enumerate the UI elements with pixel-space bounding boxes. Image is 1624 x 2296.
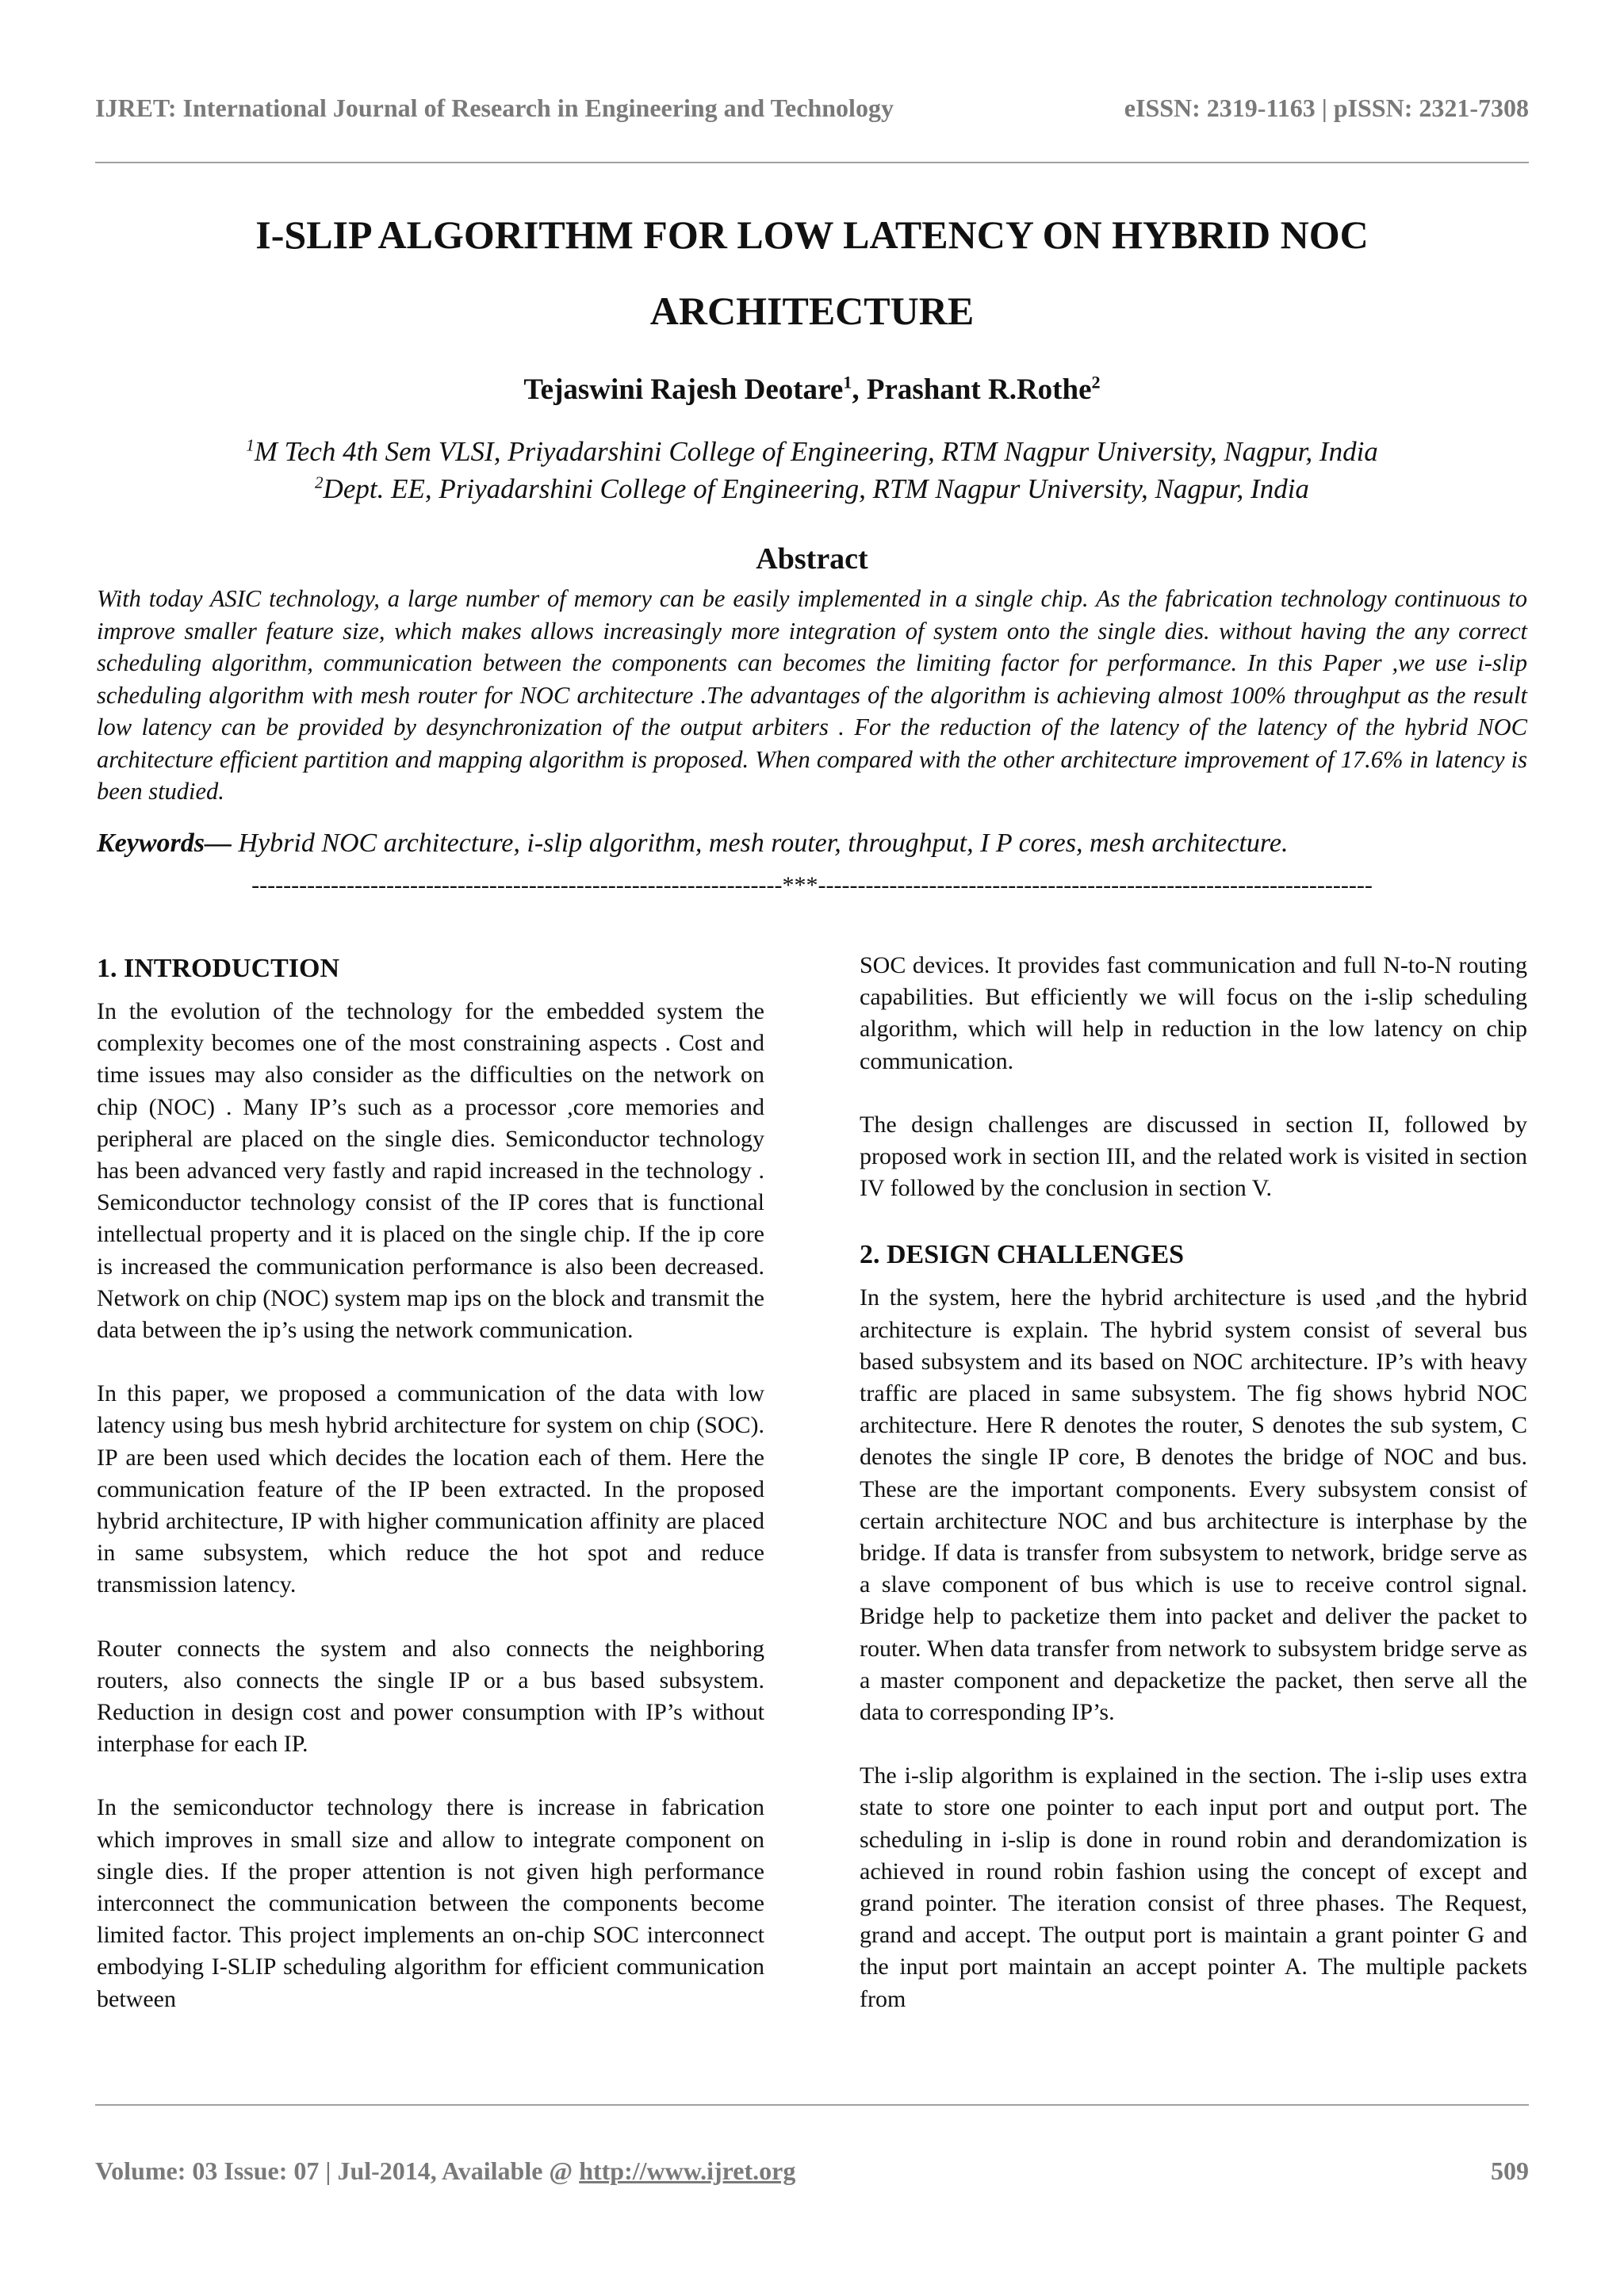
section-2-paragraph-1: In the system, here the hybrid architecture is used ,and the hybrid architecture is explain. The hybrid system consist of several bus based subsystem and its based on NOC architecture. IP’s with heavy traffic are placed in same subsystem. The fig shows hybrid NOC architecture. Here R denotes the router, S denotes the sub system, C denotes the single IP core, B denotes the bridge of NOC and bus. These are the important components. Every subsystem consist of certain architecture NOC and bus architecture is interphase by the bridge. If data is transfer from subsystem to network, bridge serve as a slave component of bus which is use to receive control signal. Bridge help to packetize them into packet and deliver the packet to router. When data transfer from network to subsystem bridge serve as a master component and depacketize the packet, then serve all the data to corresponding IP’s. bbox=[860, 1284, 1527, 1726]
keywords-text: Hybrid NOC architecture, i-slip algorithm, mesh router, throughput, I P cores, mesh architecture. bbox=[232, 828, 1289, 858]
section-1-paragraph-6: The design challenges are discussed in section II, followed by proposed work in section III, and the related work is visited in section IV followed by the conclusion in section V. bbox=[860, 1111, 1527, 1202]
affiliation-2-text: Dept. EE, Priyadarshini College of Engineering, RTM Nagpur University, Nagpur, India bbox=[323, 473, 1309, 504]
left-column bbox=[97, 950, 764, 2047]
keywords-label: Keywords— bbox=[97, 828, 232, 858]
section-1-paragraph-4: In the semiconductor technology there is increase in fabrication which improves in small size and allow to integrate component on single dies. If the proper attention is not given high performance interconnect the communication between the components become limited factor. This project implements an on-chip SOC interconnect embodying I-SLIP scheduling algorithm for efficient communication between bbox=[97, 1794, 764, 2012]
journal-name: IJRET: International Journal of Research in Engineering and Technology bbox=[95, 94, 894, 122]
author-separator: , bbox=[852, 373, 867, 406]
running-footer bbox=[95, 2156, 1529, 2186]
abstract-heading: Abstract bbox=[756, 542, 868, 576]
affiliation-2-sup: 2 bbox=[315, 473, 324, 492]
author-1-sup: 1 bbox=[843, 372, 852, 392]
section-1-paragraph-1: In the evolution of the technology for the embedded system the complexity becomes one of the most constraining aspects . Cost and time issues may also consider as the difficulties on the network on chip (NOC) . Many IP’s such as a processor ,core memories and peripheral are placed on the single dies. Semiconductor technology has been advanced very fastly and rapid increased in the technology . Semiconductor technology consist of the IP cores that is functional intellectual property and it is placed on the single chip. If the ip core is increased the communication performance is also been decreased. Network on chip (NOC) system map ips on the block and transmit the data between the ip’s using the network communication. bbox=[97, 998, 764, 1344]
section-2-heading: 2. DESIGN CHALLENGES bbox=[860, 1240, 1185, 1270]
right-column bbox=[860, 950, 1527, 2047]
authors bbox=[0, 373, 1624, 407]
keywords bbox=[97, 828, 1527, 859]
issn: eISSN: 2319-1163 | pISSN: 2321-7308 bbox=[1124, 94, 1529, 122]
title-line-1: I-SLIP ALGORITHM FOR LOW LATENCY ON HYBRID NOC bbox=[255, 212, 1369, 257]
volume-info bbox=[95, 2156, 795, 2186]
affiliation-1 bbox=[0, 436, 1624, 468]
section-1-paragraph-2: In this paper, we proposed a communication of the data with low latency using bus mesh hybrid architecture for system on chip (SOC). IP are been used which decides the location each of them. Here the communication feature of the IP been extracted. In the proposed hybrid architecture, IP with higher communication affinity are placed in same subsystem, which reduce the hot spot and reduce transmission latency. bbox=[97, 1380, 764, 1598]
affiliation-1-sup: 1 bbox=[246, 435, 255, 455]
author-2: Prashant R.Rothe bbox=[866, 373, 1092, 406]
section-1-paragraph-5: SOC devices. It provides fast communication and full N-to-N routing capabilities. But efficiently we will focus on the i-slip scheduling algorithm, which will help in reduction in the low latency on chip communication. bbox=[860, 952, 1527, 1074]
journal-link[interactable]: http://www.ijret.org bbox=[579, 2156, 796, 2185]
author-1: Tejaswini Rajesh Deotare bbox=[523, 373, 844, 406]
footer-rule bbox=[95, 2104, 1529, 2106]
author-2-sup: 2 bbox=[1091, 372, 1101, 392]
affiliation-1-text: M Tech 4th Sem VLSI, Priyadarshini College of Engineering, RTM Nagpur University, Nagpur, India bbox=[254, 436, 1378, 467]
paper-title bbox=[127, 197, 1497, 349]
header-rule bbox=[95, 162, 1529, 163]
section-2-paragraph-2: The i-slip algorithm is explained in the section. The i-slip uses extra state to store one pointer to each input port and output port. The scheduling in i-slip is done in round robin and derandomization is achieved in round robin fashion using the concept of except and grand pointer. The iteration consist of three phases. The Request, grand and accept. The output port is maintain a grant pointer G and the input port maintain an accept pointer A. The multiple packets from bbox=[860, 1762, 1527, 2012]
page-number: 509 bbox=[1491, 2156, 1529, 2185]
abstract-text: With today ASIC technology, a large number of memory can be easily implemented in a single chip. As the fabrication technology continuous to improve smaller feature size, which makes allows increasingly more integration of system onto the single dies. without having the any correct scheduling algorithm, communication between the components can becomes the limiting factor for performance. In this Paper ,we use i-slip scheduling algorithm with mesh router for NOC architecture .The advantages of the algorithm is achieving almost 100% throughput as the result low latency can be provided by desynchronization of the output arbiters . For the reduction of the latency of the latency of the hybrid NOC architecture efficient partition and mapping algorithm is proposed. When compared with the other architecture improvement of 17.6% in latency is been studied. bbox=[97, 585, 1527, 805]
title-line-2: ARCHITECTURE bbox=[649, 289, 975, 333]
running-header bbox=[95, 94, 1529, 123]
section-1-paragraph-3: Router connects the system and also connects the neighboring routers, also connects the single IP or a bus based subsystem. Reduction in design cost and power consumption with IP’s without interphase for each IP. bbox=[97, 1635, 764, 1758]
volume-text: Volume: 03 Issue: 07 | Jul-2014, Available @ bbox=[95, 2156, 580, 2185]
affiliation-2 bbox=[0, 473, 1624, 505]
section-1-heading: 1. INTRODUCTION bbox=[97, 954, 340, 983]
section-separator: -------------------------------------------------------------------***---------------------------------------------------------------------- bbox=[251, 872, 1373, 898]
